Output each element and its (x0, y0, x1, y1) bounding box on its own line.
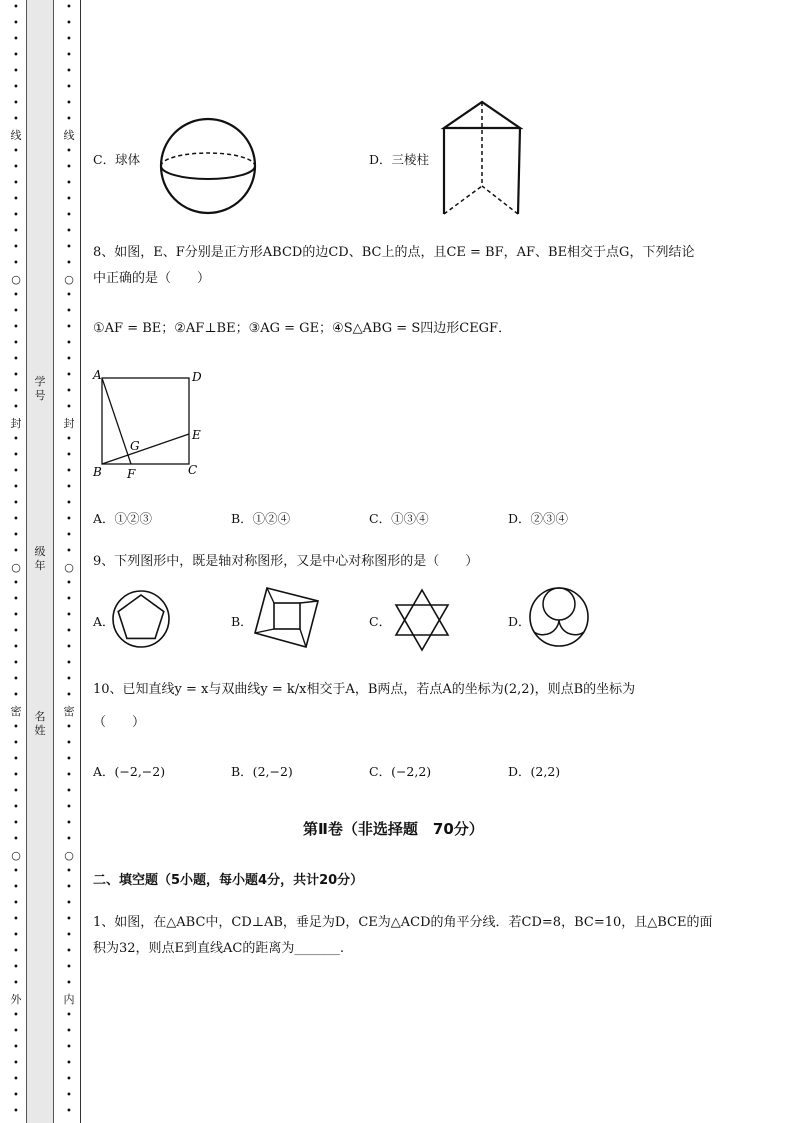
binding-left-dot: • (13, 626, 19, 637)
binding-right-dot: • (66, 770, 72, 781)
binding-right-marker-3: ○ (64, 561, 74, 574)
q10-option-c: C．(−2,2) (369, 764, 432, 779)
binding-right-column (61, 0, 77, 1123)
binding-left-column (8, 0, 24, 1123)
binding-left-dot: • (13, 946, 19, 957)
binding-right-dot: • (66, 1042, 72, 1053)
binding-right-dot: • (66, 962, 72, 973)
binding-right-dot: • (66, 18, 72, 29)
binding-left-dot: • (13, 514, 19, 525)
binding-right-dot: • (66, 1010, 72, 1021)
q8-option-b: B．①②④ (231, 511, 291, 526)
binding-right-dot: • (66, 674, 72, 685)
binding-right-dot: • (66, 258, 72, 269)
binding-right-dot: • (66, 2, 72, 13)
binding-left-dot: • (13, 434, 19, 445)
binding-left-dot: • (13, 1074, 19, 1085)
binding-right-marker-0: 线 (63, 129, 75, 142)
binding-right-dot: • (66, 402, 72, 413)
binding-left-dot: • (13, 578, 19, 589)
binding-left-dot: • (13, 354, 19, 365)
binding-left-dot: • (13, 770, 19, 781)
binding-right-dot: • (66, 610, 72, 621)
binding-right-dot: • (66, 978, 72, 989)
binding-left-dot: • (13, 450, 19, 461)
binding-right-dot: • (66, 578, 72, 589)
binding-left-dot: • (13, 1010, 19, 1021)
q8-option-c: C．①③④ (369, 511, 429, 526)
binding-right-dot: • (66, 450, 72, 461)
q8-statements: ①AF = BE；②AF⊥BE；③AG = GE；④S△ABG = S四边形CEGF． (93, 321, 512, 336)
binding-left-dot: • (13, 898, 19, 909)
binding-right-dot: • (66, 914, 72, 925)
binding-right-dot: • (66, 882, 72, 893)
binding-right-dot: • (66, 370, 72, 381)
label-C: C (188, 463, 198, 477)
binding-right-dot: • (66, 1106, 72, 1117)
square-abcd-figure (90, 366, 210, 484)
binding-left-dot: • (13, 338, 19, 349)
binding-right-dot: • (66, 626, 72, 637)
binding-right-dot: • (66, 178, 72, 189)
binding-right-dot: • (66, 354, 72, 365)
binding-left-dot: • (13, 754, 19, 765)
binding-right-dot: • (66, 50, 72, 61)
binding-left-dot: • (13, 1042, 19, 1053)
binding-right-dot: • (66, 930, 72, 941)
fill1-line1: 1、如图，在△ABC中，CD⊥AB，垂足为D，CE为△ACD的角平分线．若CD=8，BC=10，且△BCE的面 (93, 915, 713, 930)
binding-right-dot: • (66, 242, 72, 253)
binding-right-dot: • (66, 210, 72, 221)
binding-right-dot: • (66, 1058, 72, 1069)
binding-left-dot: • (13, 1106, 19, 1117)
binding-right-dot: • (66, 658, 72, 669)
binding-right-dot: • (66, 946, 72, 957)
binding-left-dot: • (13, 210, 19, 221)
binding-right-dot: • (66, 834, 72, 845)
binding-right-dot: • (66, 290, 72, 301)
binding-left-dot: • (13, 642, 19, 653)
binding-left-dot: • (13, 722, 19, 733)
binding-left-dot: • (13, 594, 19, 605)
sphere-figure (160, 118, 260, 216)
q10-stem-line1: 10、已知直线y = x与双曲线y = k/x相交于A，B两点，若点A的坐标为(2,2)，则点B的坐标为 (93, 682, 636, 697)
binding-right-dot: • (66, 162, 72, 173)
binding-left-dot: • (13, 258, 19, 269)
binding-right-dot: • (66, 722, 72, 733)
binding-left-dot: • (13, 1090, 19, 1101)
binding-right-dot: • (66, 194, 72, 205)
binding-right-dot: • (66, 34, 72, 45)
binding-left-dot: • (13, 50, 19, 61)
binding-left-dot: • (13, 802, 19, 813)
binding-right-dot: • (66, 386, 72, 397)
hexagram-figure (390, 588, 454, 652)
binding-left-marker-6: 外 (10, 993, 22, 1006)
binding-right-dot: • (66, 466, 72, 477)
binding-left-dot: • (13, 370, 19, 381)
binding-left-dot: • (13, 882, 19, 893)
binding-right-dot: • (66, 82, 72, 93)
binding-left-dot: • (13, 978, 19, 989)
binding-left-dot: • (13, 402, 19, 413)
binding-left-dot: • (13, 930, 19, 941)
binding-right-dot: • (66, 786, 72, 797)
binding-right-dot: • (66, 546, 72, 557)
binding-left-dot: • (13, 738, 19, 749)
q10-stem-line2: （ ） (93, 715, 146, 730)
q10-option-d: D．(2,2) (508, 764, 561, 779)
q10-option-a: A．(−2,−2) (93, 764, 166, 779)
q8-option-a: A．①②③ (93, 511, 153, 526)
binding-right-dot: • (66, 514, 72, 525)
triangular-prism-figure (440, 100, 525, 218)
label-A: A (93, 368, 102, 382)
binding-right-dot: • (66, 802, 72, 813)
label-G: G (130, 439, 140, 453)
q7-option-d: D．三棱柱 (369, 152, 430, 167)
binding-left-dot: • (13, 114, 19, 125)
binding-left-dot: • (13, 610, 19, 621)
q8-stem-line2: 中正确的是（ ） (93, 271, 211, 286)
binding-right-dot: • (66, 482, 72, 493)
q9-stem: 9、下列图形中，既是轴对称图形，又是中心对称图形的是（ ） (93, 554, 479, 569)
binding-left-dot: • (13, 34, 19, 45)
binding-left-dot: • (13, 786, 19, 797)
binding-right-dot: • (66, 738, 72, 749)
binding-right-dot: • (66, 818, 72, 829)
q7-option-c: C．球体 (93, 152, 141, 167)
q8-stem-line1: 8、如图，E、F分别是正方形ABCD的边CD、BC上的点，且CE = BF，AF、BE相交于点G，下列结论 (93, 245, 695, 260)
binding-left-dot: • (13, 322, 19, 333)
q9-label-a: A． (93, 614, 115, 629)
binding-right-dot: • (66, 226, 72, 237)
binding-right-dot: • (66, 66, 72, 77)
binding-right-dot: • (66, 642, 72, 653)
name-label: 名姓 (34, 710, 46, 737)
three-petal-circle-figure (528, 586, 592, 650)
binding-right-dot: • (66, 98, 72, 109)
binding-left-dot: • (13, 178, 19, 189)
binding-left-dot: • (13, 818, 19, 829)
binding-right-dot: • (66, 1090, 72, 1101)
q10-option-b: B．(2,−2) (231, 764, 293, 779)
student-id-label: 学号 (34, 375, 46, 402)
binding-left-dot: • (13, 674, 19, 685)
binding-left-dot: • (13, 82, 19, 93)
binding-right-marker-1: ○ (64, 273, 74, 286)
binding-left-dot: • (13, 658, 19, 669)
label-F: F (127, 467, 136, 481)
binding-right-dot: • (66, 690, 72, 701)
binding-left-dot: • (13, 194, 19, 205)
binding-left-dot: • (13, 690, 19, 701)
binding-left-dot: • (13, 98, 19, 109)
binding-left-dot: • (13, 530, 19, 541)
binding-left-marker-2: 封 (10, 417, 22, 430)
binding-left-dot: • (13, 482, 19, 493)
binding-right-dot: • (66, 1026, 72, 1037)
binding-left-dot: • (13, 226, 19, 237)
q9-label-d: D． (508, 614, 531, 629)
binding-right-dot: • (66, 498, 72, 509)
binding-left-dot: • (13, 242, 19, 253)
binding-left-marker-5: ○ (11, 849, 21, 862)
binding-left-dot: • (13, 146, 19, 157)
q9-label-b: B． (231, 614, 253, 629)
binding-left-dot: • (13, 498, 19, 509)
q9-label-c: C． (369, 614, 392, 629)
binding-right-dot: • (66, 338, 72, 349)
binding-right-marker-5: ○ (64, 849, 74, 862)
binding-left-dot: • (13, 1058, 19, 1069)
binding-right-marker-6: 内 (63, 993, 75, 1006)
binding-right-dot: • (66, 1074, 72, 1085)
pentagon-in-circle-figure (112, 590, 172, 650)
binding-left-dot: • (13, 466, 19, 477)
binding-right-marker-2: 封 (63, 417, 75, 430)
binding-left-dot: • (13, 962, 19, 973)
binding-right-dot: • (66, 754, 72, 765)
q8-option-d: D．②③④ (508, 511, 569, 526)
binding-right-marker-4: 密 (63, 705, 75, 718)
binding-left-dot: • (13, 914, 19, 925)
grade-label: 级年 (34, 545, 46, 572)
fill1-line2: 积为32，则点E到直线AC的距离为_______. (93, 941, 344, 956)
binding-left-dot: • (13, 1026, 19, 1037)
binding-left-dot: • (13, 866, 19, 877)
part2-title: 第Ⅱ卷（非选择题 70分） (303, 820, 484, 838)
binding-left-dot: • (13, 162, 19, 173)
rotated-squares-figure (252, 585, 322, 650)
binding-left-marker-0: 线 (10, 129, 22, 142)
binding-left-dot: • (13, 290, 19, 301)
binding-right-dot: • (66, 146, 72, 157)
label-E: E (192, 428, 201, 442)
label-D: D (192, 370, 202, 384)
binding-right-dot: • (66, 866, 72, 877)
binding-left-dot: • (13, 66, 19, 77)
binding-left-dot: • (13, 834, 19, 845)
binding-border-line (80, 0, 81, 1123)
binding-right-dot: • (66, 898, 72, 909)
binding-right-dot: • (66, 594, 72, 605)
binding-right-dot: • (66, 114, 72, 125)
binding-left-marker-1: ○ (11, 273, 21, 286)
binding-right-dot: • (66, 322, 72, 333)
binding-right-dot: • (66, 530, 72, 541)
binding-right-dot: • (66, 306, 72, 317)
binding-left-dot: • (13, 306, 19, 317)
binding-left-dot: • (13, 2, 19, 13)
fill-in-section-title: 二、填空题（5小题，每小题4分，共计20分） (93, 873, 364, 888)
label-B: B (93, 465, 102, 479)
binding-right-dot: • (66, 434, 72, 445)
binding-left-dot: • (13, 546, 19, 557)
binding-left-dot: • (13, 386, 19, 397)
binding-left-dot: • (13, 18, 19, 29)
binding-left-marker-4: 密 (10, 705, 22, 718)
binding-left-marker-3: ○ (11, 561, 21, 574)
